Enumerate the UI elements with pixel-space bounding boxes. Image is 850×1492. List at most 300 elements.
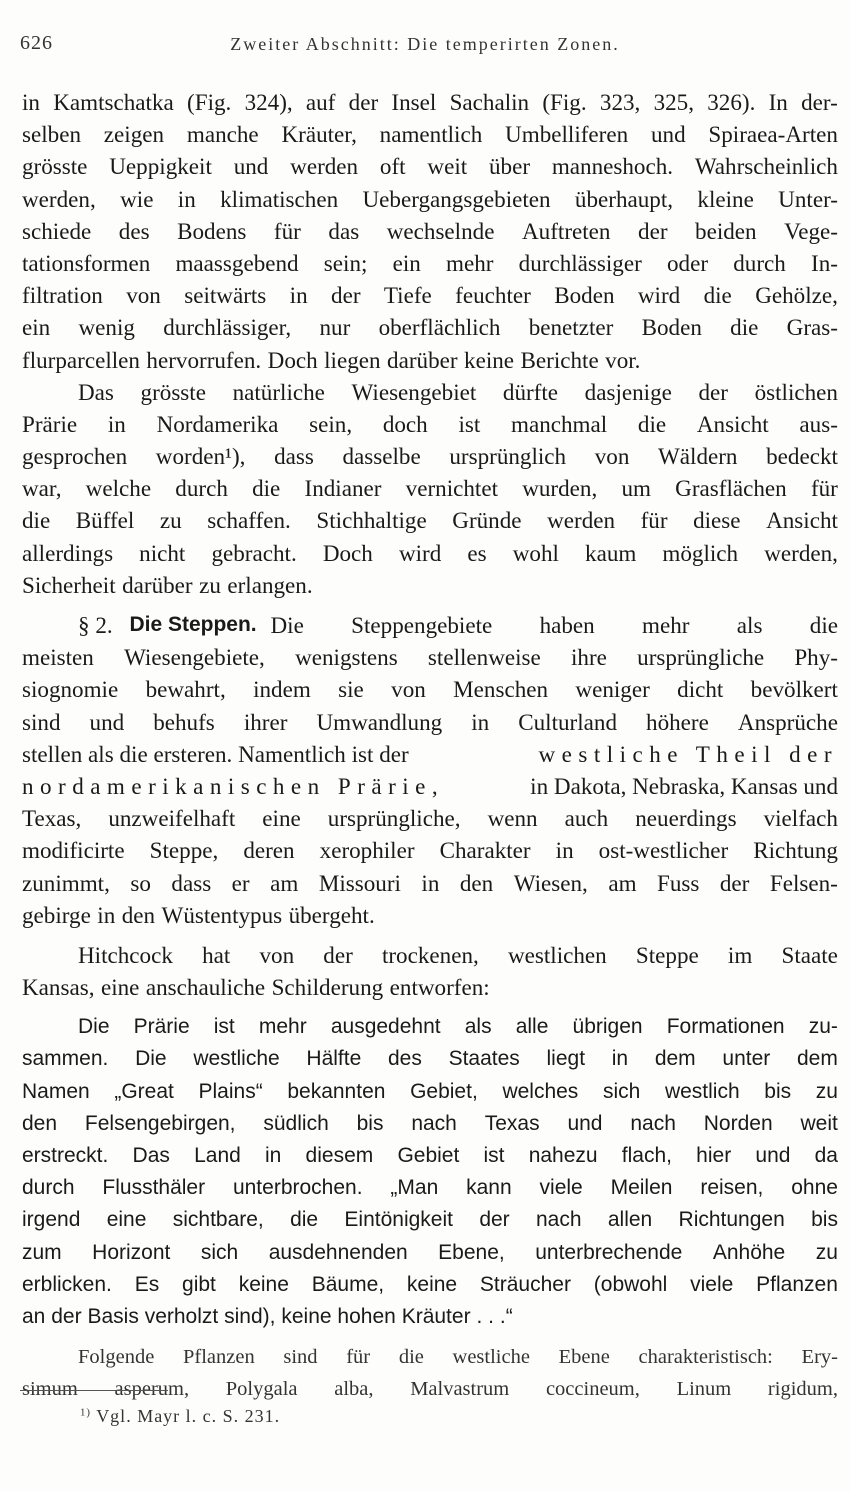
word: auch — [564, 805, 609, 832]
word: in — [107, 410, 126, 437]
word: Steppengebiete — [351, 612, 493, 638]
word: Kamtschatka — [53, 89, 174, 115]
word: Namen — [22, 1079, 90, 1103]
word: wurden, — [522, 475, 598, 502]
word: grösste — [140, 378, 206, 405]
word: bis — [356, 1111, 384, 1135]
word: durch — [175, 475, 228, 502]
word: nahezu — [528, 1144, 598, 1167]
word: Grasflächen — [675, 475, 787, 502]
word: westlich — [664, 1079, 740, 1103]
word: natürliche — [232, 378, 325, 405]
word: Norden — [703, 1111, 773, 1135]
word: sie — [338, 676, 364, 703]
word: die — [730, 314, 759, 341]
spaced-text: westliche Theil der — [538, 740, 838, 767]
word: eine — [262, 805, 301, 832]
word: für — [640, 507, 668, 534]
word: mehr — [642, 612, 690, 638]
word: „Great — [114, 1079, 174, 1103]
word: viele — [690, 1272, 734, 1296]
word: zu — [815, 1079, 838, 1103]
word: überhaupt, — [574, 185, 674, 212]
text-line — [22, 971, 838, 1003]
word: bevölkert — [750, 676, 838, 703]
text-line — [22, 641, 838, 673]
word: als — [464, 1015, 492, 1039]
word: ein — [22, 314, 51, 341]
word: vor. — [605, 346, 641, 373]
word: Doch — [267, 346, 318, 373]
text-line — [22, 537, 838, 569]
word: Gebiet, — [410, 1079, 478, 1103]
word: wenig — [78, 314, 135, 341]
word: Plains“ — [198, 1079, 263, 1103]
word: Charakter — [439, 837, 531, 864]
word: sichtbare, — [172, 1208, 264, 1232]
word: alle — [515, 1015, 549, 1039]
word: manche — [186, 121, 259, 148]
page-header — [0, 32, 850, 62]
word: in — [555, 837, 574, 864]
word: selben — [22, 121, 81, 148]
word: wechselnde — [386, 217, 495, 244]
text-line — [22, 1076, 838, 1108]
word: indem — [253, 676, 311, 703]
page-body — [22, 86, 838, 1406]
quoted-paragraph — [22, 1011, 838, 1333]
word: möglich — [662, 539, 739, 566]
word: bekannten — [287, 1079, 386, 1103]
text-line — [22, 1043, 838, 1075]
word: Horizont — [92, 1240, 171, 1264]
word: das — [328, 217, 360, 244]
word: grösste — [22, 153, 88, 180]
word: nach — [630, 1111, 676, 1135]
word: ost-westlicher — [598, 837, 729, 864]
text-line — [22, 569, 838, 601]
word: von — [259, 941, 295, 968]
word: von — [126, 282, 161, 309]
word: werden — [290, 153, 359, 180]
word: Felsengebirgen, — [84, 1111, 236, 1135]
word: darüber — [387, 346, 458, 373]
word: entworfen: — [389, 974, 490, 1001]
word: Sträucher — [479, 1272, 571, 1296]
word: dass — [171, 869, 212, 896]
word: in — [177, 185, 196, 212]
word: Hitchcock — [78, 941, 173, 968]
word: Die — [270, 612, 304, 638]
word: am — [608, 869, 637, 896]
word: viele — [539, 1176, 583, 1200]
footnote-text: Vgl. Mayr l. c. S. 231. — [96, 1406, 281, 1426]
text-line — [22, 802, 838, 834]
word: keine — [281, 1304, 332, 1328]
word: Missouri — [318, 869, 401, 896]
text-line — [22, 1140, 838, 1172]
word: Phy- — [794, 644, 838, 671]
page-number: 626 — [20, 32, 53, 54]
word: Die — [135, 1047, 167, 1071]
word: den — [459, 869, 494, 896]
text-line — [22, 1172, 838, 1204]
word: sein; — [323, 249, 368, 276]
word: zu- — [808, 1015, 838, 1039]
word: charakteristisch: — [638, 1346, 773, 1369]
word: (Fig. — [542, 89, 587, 115]
word: ursprüngliche, — [327, 805, 461, 832]
word: flurparcellen — [22, 346, 140, 373]
footnote-mark: 1) — [80, 1406, 91, 1419]
word: Vege- — [784, 217, 838, 244]
word: eine — [100, 974, 140, 1001]
word: vernichtet — [405, 475, 498, 502]
word: der — [51, 1304, 82, 1328]
text-line — [22, 899, 838, 931]
paragraph — [22, 86, 838, 376]
word: werden, — [764, 539, 838, 566]
word: den — [22, 1111, 58, 1135]
word: stellenweise — [427, 644, 541, 671]
word: Berichte — [520, 346, 599, 373]
word: beiden — [695, 217, 757, 244]
word: flach, — [621, 1144, 672, 1167]
word: ihre — [571, 644, 607, 671]
word: Spiraea-Arten — [708, 121, 838, 148]
word: zu — [159, 507, 182, 534]
word: manneshoch. — [551, 153, 674, 180]
word: oberflächlich — [378, 314, 501, 341]
word: (obwohl — [593, 1272, 668, 1296]
word: nach — [535, 1208, 582, 1232]
word: Kräuter, — [281, 121, 357, 148]
word: übrigen — [572, 1015, 643, 1039]
word: erblicken. — [22, 1272, 112, 1296]
word: vielfach — [763, 805, 838, 832]
word: die — [703, 282, 732, 309]
word: der — [479, 1208, 510, 1232]
text-line — [22, 472, 838, 504]
word: 325, — [653, 89, 694, 115]
word: Büffel — [75, 507, 135, 534]
text-line — [22, 1204, 838, 1236]
word: Bodens — [177, 217, 247, 244]
word: ist — [458, 410, 481, 437]
section-heading-line — [22, 609, 838, 641]
word: für — [273, 217, 301, 244]
word: ursprüngliche — [637, 644, 765, 671]
word: und — [650, 121, 686, 148]
word: meisten — [22, 644, 94, 671]
word: des — [118, 217, 150, 244]
word: werden — [547, 507, 616, 534]
word: Gehölze, — [755, 282, 838, 309]
word: gibt — [182, 1272, 216, 1296]
word: der — [331, 282, 361, 309]
word: allerdings — [22, 539, 114, 566]
word: tationsformen — [22, 249, 151, 276]
word: siognomie — [22, 676, 119, 703]
word: 324), — [244, 89, 293, 115]
text-line — [22, 311, 838, 343]
word: Ebene — [558, 1346, 610, 1369]
word: bedeckt — [766, 443, 838, 470]
word: ausdehnenden — [268, 1240, 408, 1264]
word: doch — [382, 410, 428, 437]
word: bewahrt, — [145, 676, 226, 703]
word: Wiesengebiet — [351, 378, 477, 405]
word: oft — [379, 153, 406, 180]
word: die — [22, 507, 51, 534]
word: Flussthäler — [102, 1176, 206, 1200]
text-line — [22, 867, 838, 899]
word: dass — [274, 443, 314, 470]
word: liegen — [324, 346, 381, 373]
word: zum — [22, 1240, 62, 1264]
word: coccineum, — [545, 1378, 640, 1401]
word: weit — [427, 153, 468, 180]
word: zu — [199, 571, 221, 598]
word: am — [270, 869, 299, 896]
word: Es — [134, 1272, 160, 1296]
word: des — [387, 1047, 422, 1071]
word: auf — [305, 89, 336, 115]
word: irgend — [22, 1208, 81, 1232]
word: dem — [797, 1047, 838, 1071]
word: worden¹), — [155, 443, 246, 470]
section-title: Die Steppen. — [129, 613, 257, 636]
word: Wahrscheinlich — [694, 153, 838, 180]
word: sind — [22, 708, 61, 735]
word: ist — [483, 1144, 505, 1167]
word: westlichen — [507, 941, 607, 968]
word: unterbrochen. — [232, 1176, 363, 1200]
word: ein — [392, 249, 421, 276]
word: sind), — [224, 1304, 276, 1328]
word: übergeht. — [288, 901, 375, 928]
word: der — [719, 869, 750, 896]
word: oder — [666, 249, 709, 276]
word: Gründe — [452, 507, 522, 534]
word: sind — [283, 1346, 318, 1369]
word: hat — [202, 941, 231, 968]
word: westliche — [452, 1346, 530, 1369]
text-line — [22, 504, 838, 536]
word: ohne — [791, 1176, 838, 1200]
word: Felsen- — [769, 869, 838, 896]
word: und — [755, 1144, 791, 1167]
word: Umwandlung — [316, 708, 443, 735]
text-line — [22, 440, 838, 472]
word: schaffen. — [207, 507, 291, 534]
word: dürfte — [502, 378, 559, 405]
word: rigidum, — [767, 1378, 838, 1401]
text-line — [22, 408, 838, 440]
word: Umbelliferen — [505, 121, 629, 148]
word: welches — [502, 1079, 579, 1103]
word: behufs — [153, 708, 215, 735]
text-line — [22, 939, 838, 971]
word: Wäldern — [657, 443, 738, 470]
word: Boden — [554, 282, 615, 309]
word: die — [637, 410, 667, 437]
word: maassgebend — [175, 249, 299, 276]
word: neuerdings — [635, 805, 737, 832]
word: durchlässiger — [518, 249, 642, 276]
word: in — [611, 1047, 629, 1071]
word: an — [22, 1304, 46, 1328]
word: 326). — [707, 89, 756, 115]
word: Anhöhe — [712, 1240, 786, 1264]
text-line — [22, 215, 838, 247]
word: keine — [238, 1272, 289, 1296]
word: zunimmt, — [22, 869, 110, 896]
word: ursprünglich — [449, 443, 567, 470]
word: Gebiet — [397, 1144, 460, 1167]
word: Ansicht — [696, 410, 769, 437]
word: benetzter — [528, 314, 614, 341]
text-line-mixed — [22, 770, 838, 802]
word: die — [809, 612, 838, 638]
text-line — [22, 183, 838, 215]
text-line — [22, 150, 838, 182]
word: ist — [213, 1015, 235, 1039]
word: Wüstentypus — [161, 901, 283, 928]
word: modificirte — [22, 837, 125, 864]
word: erlangen. — [227, 571, 313, 598]
word: dem — [654, 1047, 696, 1071]
word: der — [698, 378, 728, 405]
word: Doch — [322, 539, 373, 566]
word: für — [810, 475, 838, 502]
word: für — [346, 1346, 371, 1369]
word: in — [22, 89, 40, 115]
word: der- — [801, 89, 838, 115]
running-title: Zweiter Abschnitt: Die temperirten Zonen. — [230, 34, 620, 54]
word: dicht — [677, 676, 724, 703]
word: zeigen — [103, 121, 165, 148]
word: (Fig. — [187, 89, 232, 115]
footnote — [80, 1406, 280, 1427]
word: der — [348, 89, 379, 115]
word: Prärie — [22, 410, 78, 437]
word: Uebergangsgebieten — [362, 185, 551, 212]
word: unter — [722, 1047, 771, 1071]
word: klimatischen — [220, 185, 339, 212]
word: wird — [637, 282, 681, 309]
word: ausgedehnt — [330, 1015, 441, 1039]
word: hervorrufen. — [146, 346, 262, 373]
word: wenn — [487, 805, 538, 832]
word: hohen — [337, 1304, 396, 1328]
word: Folgende — [78, 1346, 155, 1369]
text-line — [22, 834, 838, 866]
word: durch — [22, 1176, 75, 1200]
word: Ansicht — [766, 507, 838, 534]
word: über — [488, 153, 531, 180]
word: da — [814, 1144, 838, 1167]
word: die — [398, 1346, 424, 1369]
word: Boden — [641, 314, 702, 341]
word: In- — [811, 249, 838, 276]
word: Bäume, — [311, 1272, 385, 1296]
word: In — [768, 89, 788, 115]
word: aus- — [799, 410, 838, 437]
word: in — [421, 869, 440, 896]
text-line — [22, 247, 838, 279]
word: haben — [539, 612, 595, 638]
footnote-divider — [20, 1390, 168, 1391]
word: Insel — [391, 89, 437, 115]
word: Tiefe — [383, 282, 432, 309]
word: unzweifelhaft — [108, 805, 236, 832]
word: es — [467, 539, 487, 566]
text-line — [22, 376, 838, 408]
word: sich — [200, 1240, 239, 1264]
word: im — [727, 941, 753, 968]
paragraph — [22, 609, 838, 931]
word: manchmal — [511, 410, 608, 437]
word: weit — [800, 1111, 838, 1135]
text-line — [22, 279, 838, 311]
text-line — [22, 1011, 838, 1043]
word: Das — [78, 378, 114, 405]
word: Polygala — [225, 1378, 298, 1401]
word: und — [233, 153, 269, 180]
word: in — [289, 282, 308, 309]
word: deren — [243, 837, 295, 864]
word: wird — [398, 539, 442, 566]
word: in — [471, 708, 490, 735]
word: Land — [194, 1144, 241, 1167]
word: keine — [464, 346, 515, 373]
text-segment: in Dakota, Nebraska, Kansas und — [530, 772, 838, 799]
word: war, — [22, 475, 62, 502]
word: diesem — [305, 1144, 374, 1167]
word: Steppe, — [149, 837, 219, 864]
word: er — [231, 869, 250, 896]
section-marker: § 2. — [78, 612, 113, 638]
word: Richtung — [753, 837, 838, 864]
word: ihrer — [243, 708, 288, 735]
text-line — [271, 609, 839, 641]
word: werden, — [22, 185, 96, 212]
word: Kansas, — [22, 974, 95, 1001]
word: der — [638, 217, 668, 244]
word: . — [488, 1304, 495, 1328]
word: namentlich — [379, 121, 483, 148]
word: verholzt — [144, 1304, 219, 1328]
word: so — [130, 869, 151, 896]
word: „Man — [390, 1176, 439, 1200]
paragraph — [22, 376, 838, 601]
word: Kräuter — [401, 1304, 471, 1328]
text-line-mixed — [22, 738, 838, 770]
word: darüber — [122, 571, 193, 598]
word: Formationen — [666, 1015, 785, 1039]
word: östlichen — [754, 378, 838, 405]
text-line — [22, 118, 838, 150]
word: allen — [607, 1208, 653, 1232]
text-line — [22, 673, 838, 705]
word: westliche — [193, 1047, 280, 1071]
word: Ansprüche — [737, 708, 838, 735]
text-line — [22, 86, 838, 118]
word: kann — [466, 1176, 512, 1200]
word: durch — [733, 249, 786, 276]
text-segment: stellen als die ersteren. Namentlich ist der — [22, 740, 409, 767]
